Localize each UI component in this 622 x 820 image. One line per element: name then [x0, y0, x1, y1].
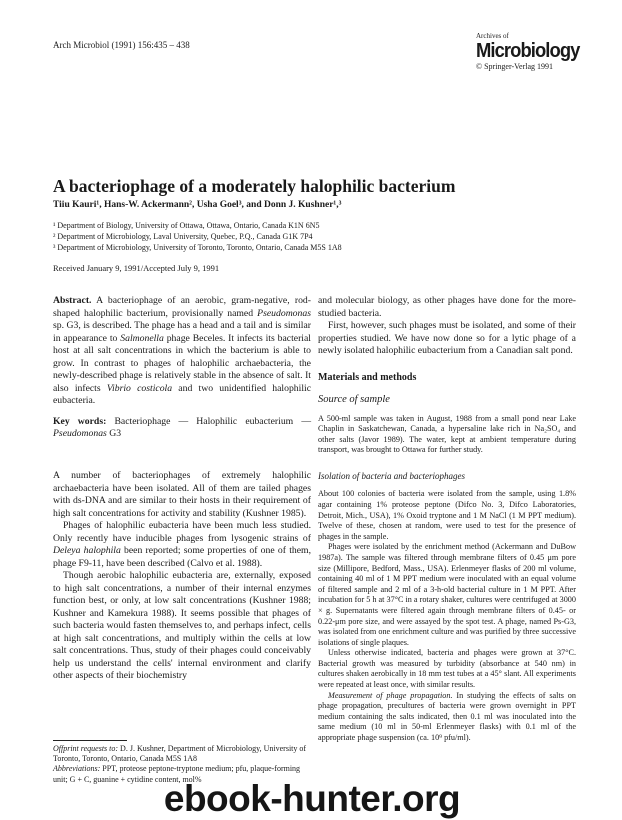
intro-paragraph-2: Phages of halophilic eubacteria have been much less studied. Only recently have inducible phages from lysogenic strains of Deleya halophila been reported; some properties of one of them, phage F9-11, have been described (Calvo et al. 1988). [53, 520, 311, 569]
author-list: Tiiu Kauri¹, Hans-W. Ackermann², Usha Goel³, and Donn J. Kushner¹,³ [53, 200, 342, 210]
keywords: Key words: Bacteriophage — Halophilic eubacterium — Pseudomonas G3 [53, 415, 312, 439]
affiliations [53, 220, 513, 253]
brand-logo: Microbiology [476, 40, 580, 62]
right-column [318, 295, 576, 744]
isolation-paragraph-1: About 100 colonies of bacteria were isolated from the sample, using 1.8% agar containing 1% proteose peptone (Difco No. 3, Difco Laboratories, Detroit, Mich., USA), 1% Oxoid tryptone and 1 M NaCl (1 M PPT medium). Twelve of these, chosen at random, were used to test for the presence of phages in the sample. [318, 489, 576, 541]
isolation-text-block [318, 489, 576, 743]
abstract-text: Abstract. A bacteriophage of an aerobic, gram-negative, rod-shaped halophilic bacterium, provisionally named Pseudomonas sp. G3, is described. The phage has a head and a tail and is similar in appearance to Salmonella phage Beceles. It infects its bacterial host at all salt concentrations in which the bacterium is able to grow. In contrast to phages of halophilic archaebacteria, the newly-described phage is relatively stable in the absence of salt. It also infects Vibrio costicola and two unidentified halophilic eubacteria. [53, 295, 312, 406]
brand-copyright: © Springer-Verlag 1991 [476, 62, 554, 71]
intro-paragraph-3: Though aerobic halophilic eubacteria are, externally, exposed to high salt concentrations, a number of their internal enzymes function best, or only, at low salt concentrations (Kushner 1988; Kushner and Kamekura 1988). It seems possible that phages of such bacteria would fasten themselves to, and perhaps infect, cells at high salt concentrations, and multiply within the cells at low salt concentrations. Thus, study of their phages could conceivably help us understand the cells' internal environment and clarify other aspects of their biochemistry [53, 570, 311, 681]
intro-paragraph-1: A number of bacteriophages of extremely halophilic archaebacteria have been isolated. All of them are tailed phages with ds-DNA and are similar to their hosts in their requirement of high salt concentrations for activity and stability (Kushner 1985). [53, 470, 311, 519]
section-heading-methods: Materials and methods [318, 371, 417, 383]
journal-brand [476, 32, 586, 72]
source-text-block [318, 414, 576, 456]
isolation-paragraph-3: Unless otherwise indicated, bacteria and phages were grown at 37°C. Bacterial growth was measured by turbidity (absorbance at 540 nm) in cultures shaken aerobically in 18 mm test tubes at a 45° slant. All experiments were repeated at least once, with similar results. [318, 648, 576, 690]
subsection-source: Source of sample [318, 394, 390, 405]
affiliation-1: ¹ Department of Biology, University of Ottawa, Ottawa, Ontario, Canada K1N 6N5 [53, 221, 320, 230]
abstract-label: Abstract. [53, 295, 92, 306]
abbreviations: Abbreviations: PPT, proteose peptone-tryptone medium; pfu, plaque-forming unit; G + C, guanine + cytidine content, mol% [53, 764, 301, 784]
source-paragraph: A 500-ml sample was taken in August, 1988 from a small pond near Lake Chaplin in Saskatchewan, Canada, a hypersaline lake rich in Na₂SO₄ and other salts (Javor 1989). The water, kept at ambient temperature during transport, was brought to Ottawa for further study. [318, 413, 576, 455]
intro-paragraph-4: First, however, such phages must be isolated, and some of their properties studied. We have now done so for a lytic phage of a newly isolated halophilic eubacterium from a Canadian salt pond. [318, 320, 576, 356]
affiliation-3: ³ Department of Microbiology, University of Toronto, Toronto, Ontario, Canada M5S 1A8 [53, 243, 342, 252]
footnote-rule [53, 740, 127, 741]
affiliation-2: ² Department of Microbiology, Laval University, Quebec, P.Q., Canada G1K 7P4 [53, 232, 313, 241]
intro-continuation: and molecular biology, as other phages have done for the more-studied bacteria. [318, 295, 576, 319]
introduction [53, 470, 311, 683]
brand-archives: Archives of [476, 32, 509, 40]
isolation-paragraph-2: Phages were isolated by the enrichment method (Ackermann and DuBow 1987a). The sample was filtered through membrane filters of 0.45 μm pore size (Millipore, Bedford, Mass., USA). Erlenmeyer flasks of 200 ml volume, containing 40 ml of 1 M PPT medium were inoculated with an equal volume of filtered sample and 2 ml of a 3-h-old bacterial culture in 1 M PPT. After incubation for 5 h at 37°C in a rotary shaker, cultures were centrifuged at 3000 × g. Supernatants were filtered again through membrane filters of 0.45- or 0.22-μm pore size, and were assayed by the spot test. A phage, named Ps-G3, was isolated from one enrichment culture and was purified by three successive isolations of single plaques. [318, 542, 576, 647]
offprint-request: Offprint requests to: D. J. Kushner, Department of Microbiology, University of Toronto, Toronto, Ontario, Canada M5S 1A8 [53, 744, 307, 764]
propagation-paragraph: Measurement of phage propagation. In studying the effects of salts on phage propagation, precultures of bacteria were grown overnight in PPT medium containing the salts indicated, then 0.1 ml was inoculated into the same medium (10 ml in 50-ml Erlenmeyer flasks) with 0.1 ml of the appropriate phage suspension (ca. 10⁹ pfu/ml). [318, 690, 576, 743]
subsection-isolation: Isolation of bacteria and bacteriophages [318, 470, 465, 481]
article-title: A bacteriophage of a moderately halophilic bacterium [53, 176, 456, 196]
journal-citation: Arch Microbiol (1991) 156:435 – 438 [53, 40, 190, 50]
received-dates: Received January 9, 1991/Accepted July 9, 1991 [53, 263, 220, 273]
abstract-block [53, 295, 311, 441]
watermark: ebook-hunter.org [163, 778, 461, 819]
